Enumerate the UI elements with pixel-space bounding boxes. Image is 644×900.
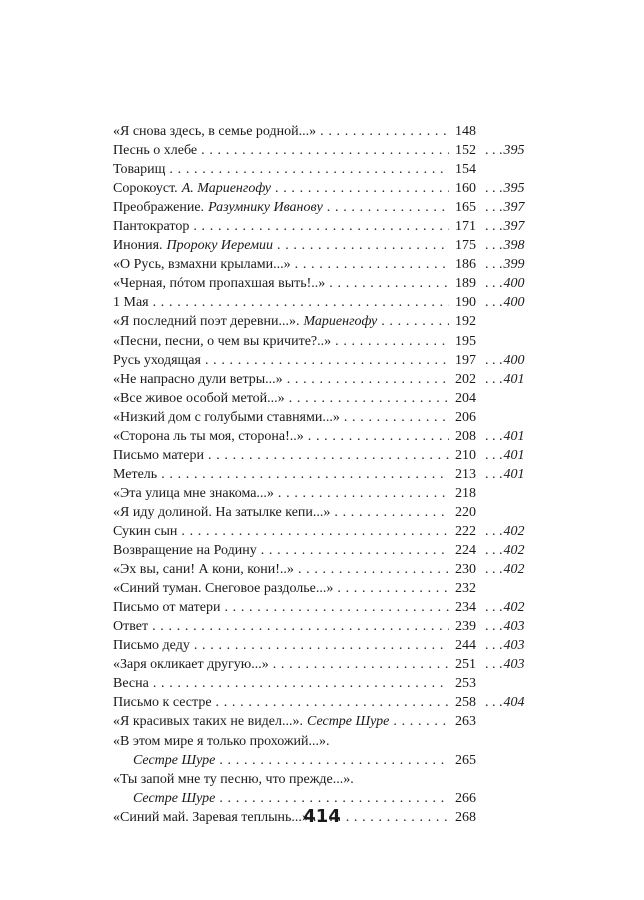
- dot-leader: [269, 655, 449, 674]
- entry-notes-page: . . . 400: [485, 293, 539, 312]
- entry-title-wrap: [113, 636, 449, 655]
- entry-page: 218: [455, 485, 476, 501]
- entry-title-wrap: [113, 751, 449, 770]
- dot-leader: [323, 198, 449, 217]
- entry-title-wrap: [113, 674, 449, 693]
- entry-notes-page: . . . 403: [485, 655, 539, 674]
- dot-leader: [294, 560, 449, 579]
- entry-page: 234: [455, 600, 476, 616]
- entry-title-wrap: [113, 560, 449, 579]
- entry-title-wrap: [113, 693, 449, 712]
- entry-notes-page: [485, 389, 539, 408]
- entry-title-wrap: [113, 503, 449, 522]
- entry-title-wrap: [113, 332, 449, 351]
- dot-leader: [149, 674, 449, 693]
- dot-leader: [215, 789, 449, 808]
- dot-leader: [283, 370, 449, 389]
- entry-title: Русь уходящая: [113, 352, 201, 368]
- dot-leader: [274, 484, 449, 503]
- entry-title-wrap: [113, 598, 449, 617]
- entry-title: «О Русь, взмахни крылами...»: [113, 257, 291, 273]
- dot-leader: [201, 351, 449, 370]
- entry-page: 202: [455, 371, 476, 387]
- entry-notes-page: . . . 395: [485, 179, 539, 198]
- dot-leader: [271, 179, 449, 198]
- entry-title: «Я иду долиной. На затылке кепи...»: [113, 504, 331, 520]
- entry-page: 204: [455, 390, 476, 406]
- entry-title-wrap: [113, 770, 539, 789]
- entry-notes-page: . . . 398: [485, 236, 539, 255]
- entry-title: Весна: [113, 676, 149, 692]
- toc-entry: [113, 655, 539, 674]
- entry-title-wrap: [113, 160, 449, 179]
- dot-leader: [333, 579, 449, 598]
- entry-title: «Эта улица мне знакома...»: [113, 485, 274, 501]
- toc-entry: [113, 389, 539, 408]
- entry-page: 265: [455, 752, 476, 768]
- toc-entry: [113, 712, 539, 731]
- entry-title: «Заря окликает другую...»: [113, 657, 269, 673]
- dot-leader: [316, 122, 449, 141]
- entry-page: 192: [455, 314, 476, 330]
- entry-notes-page: [485, 674, 539, 693]
- entry-title-wrap: [113, 236, 449, 255]
- page-number: 414: [303, 806, 341, 827]
- toc-entry: [113, 541, 539, 560]
- entry-page: 186: [455, 257, 476, 273]
- entry-notes-page: [485, 503, 539, 522]
- toc-entry: [113, 408, 539, 427]
- entry-title: Ответ: [113, 619, 149, 635]
- dot-leader: [215, 751, 449, 770]
- entry-page: 230: [455, 562, 476, 578]
- dot-leader: [197, 141, 449, 160]
- dot-leader: [157, 465, 449, 484]
- entry-title: Песнь о хлебе: [113, 143, 198, 159]
- entry-title: Письмо матери: [113, 447, 204, 463]
- entry-title-wrap: [113, 198, 449, 217]
- entry-notes-page: . . . 401: [485, 427, 539, 446]
- entry-dedication: А. Мариенгофу: [181, 181, 272, 197]
- toc-entry: [113, 255, 539, 274]
- entry-notes-page: . . . 399: [485, 255, 539, 274]
- entry-page: 197: [455, 352, 476, 368]
- entry-title-wrap: [113, 217, 449, 236]
- entry-title-wrap: [113, 465, 449, 484]
- entry-notes-page: . . . 403: [485, 617, 539, 636]
- entry-title: Сорокоуст.: [113, 181, 178, 197]
- toc-entry: [113, 217, 539, 236]
- dot-leader: [190, 636, 449, 655]
- entry-notes-page: . . . 400: [485, 274, 539, 293]
- entry-title-wrap: [113, 389, 449, 408]
- entry-dedication: Сестре Шуре: [133, 752, 216, 768]
- entry-title: «Все живое особой метой...»: [113, 390, 285, 406]
- dot-leader: [285, 389, 449, 408]
- toc-entry: [113, 179, 539, 198]
- entry-notes-page: . . . 402: [485, 598, 539, 617]
- entry-notes-page: [485, 408, 539, 427]
- dot-leader: [220, 598, 449, 617]
- entry-notes-page: . . . 397: [485, 217, 539, 236]
- entry-title: «Не напрасно дули ветры...»: [113, 371, 283, 387]
- dot-leader: [330, 503, 449, 522]
- entry-notes-page: . . . 404: [485, 693, 539, 712]
- entry-page: 244: [455, 638, 476, 654]
- entry-title: Возвращение на Родину: [113, 543, 257, 559]
- entry-title-wrap: [113, 541, 449, 560]
- toc-entry: [113, 789, 539, 808]
- entry-title-wrap: [113, 255, 449, 274]
- entry-title: «Эх вы, сани! А кони, кони!..»: [113, 562, 294, 578]
- toc-entry: [113, 674, 539, 693]
- entry-title: «В этом мире я только прохожий...».: [113, 733, 330, 749]
- entry-title-wrap: [113, 522, 449, 541]
- entry-notes-page: [485, 789, 539, 808]
- dot-leader: [331, 332, 449, 351]
- entry-title-wrap: [113, 370, 449, 389]
- toc-entry: [113, 427, 539, 446]
- entry-page: 263: [455, 714, 476, 730]
- entry-title-wrap: [113, 141, 449, 160]
- entry-title: Преображение.: [113, 200, 205, 216]
- toc-entry: [113, 484, 539, 503]
- entry-notes-page: [485, 579, 539, 598]
- entry-page: 251: [455, 657, 476, 673]
- toc-entry: [113, 332, 539, 351]
- toc-entry: [113, 236, 539, 255]
- toc-entry: [113, 198, 539, 217]
- entry-title-wrap: [113, 732, 539, 751]
- entry-title-wrap: [113, 579, 449, 598]
- entry-notes-page: . . . 402: [485, 522, 539, 541]
- entry-notes-page: [485, 160, 539, 179]
- entry-page: 195: [455, 333, 476, 349]
- entry-title: «Я красивых таких не видел...».: [113, 714, 304, 730]
- entry-title: «Я снова здесь, в семье родной...»: [113, 124, 317, 139]
- entry-page: 213: [455, 466, 476, 482]
- entry-page: 165: [455, 200, 476, 216]
- entry-page: 189: [455, 276, 476, 292]
- entry-page: 239: [455, 619, 476, 635]
- entry-notes-page: . . . 400: [485, 351, 539, 370]
- toc-entry: [113, 598, 539, 617]
- entry-page: 190: [455, 295, 476, 311]
- entry-title: Письмо к сестре: [113, 695, 212, 711]
- entry-title-wrap: [113, 617, 449, 636]
- table-of-contents: [113, 122, 539, 827]
- entry-title-wrap: [113, 351, 449, 370]
- entry-title: «Синий май. Заревая теплынь...»: [113, 809, 309, 825]
- entry-page: 160: [455, 181, 476, 197]
- entry-title: «Я последний поэт деревни...».: [113, 314, 300, 330]
- toc-entry: [113, 160, 539, 179]
- entry-title-wrap: [113, 293, 449, 312]
- entry-page: 253: [455, 676, 476, 692]
- entry-title: Метель: [113, 466, 158, 482]
- entry-page: 210: [455, 447, 476, 463]
- entry-title: Сукин сын: [113, 523, 178, 539]
- entry-page: 152: [455, 143, 476, 159]
- entry-title-wrap: [113, 484, 449, 503]
- entry-notes-page: . . . 402: [485, 541, 539, 560]
- toc-entry: [113, 351, 539, 370]
- entry-title-wrap: [113, 446, 449, 465]
- entry-dedication: Разумнику Иванову: [208, 200, 323, 216]
- entry-title: Товарищ: [113, 162, 166, 178]
- entry-title: Инония.: [113, 238, 163, 254]
- dot-leader: [148, 617, 449, 636]
- toc-entry-line: [113, 770, 539, 789]
- entry-title-wrap: [113, 712, 449, 731]
- entry-page: 222: [455, 523, 476, 539]
- entry-title: «Синий туман. Снеговое раздолье...»: [113, 581, 334, 597]
- entry-page: 208: [455, 428, 476, 444]
- entry-title: «Ты запой мне ту песню, что прежде...».: [113, 771, 354, 787]
- entry-dedication: Пророку Иеремии: [166, 238, 274, 254]
- entry-notes-page: . . . 403: [485, 636, 539, 655]
- entry-title: 1 Мая: [113, 295, 149, 311]
- dot-leader: [257, 541, 449, 560]
- toc-entry-line: [113, 732, 539, 751]
- dot-leader: [377, 312, 449, 331]
- dot-leader: [177, 522, 449, 541]
- entry-page: 220: [455, 504, 476, 520]
- entry-notes-page: . . . 397: [485, 198, 539, 217]
- dot-leader: [389, 712, 449, 731]
- dot-leader: [212, 693, 449, 712]
- entry-dedication: Сестре Шуре: [307, 714, 390, 730]
- entry-page: 258: [455, 695, 476, 711]
- entry-title-wrap: [113, 122, 449, 141]
- toc-entry: [113, 560, 539, 579]
- entry-title: «Черная, пóтом пропахшая выть!..»: [113, 276, 326, 292]
- entry-page: 206: [455, 409, 476, 425]
- entry-title: «Низкий дом с голубыми ставнями...»: [113, 409, 340, 425]
- toc-entry: [113, 693, 539, 712]
- dot-leader: [189, 217, 449, 236]
- toc-entry: [113, 274, 539, 293]
- entry-title: «Песни, песни, о чем вы кричите?..»: [113, 333, 332, 349]
- entry-page: 232: [455, 581, 476, 597]
- entry-title: Письмо деду: [113, 638, 190, 654]
- toc-entry: [113, 751, 539, 770]
- entry-notes-page: [485, 312, 539, 331]
- entry-page: 224: [455, 543, 476, 559]
- dot-leader: [204, 446, 449, 465]
- entry-title-wrap: [113, 408, 449, 427]
- toc-entry: [113, 312, 539, 331]
- toc-entry: [113, 503, 539, 522]
- entry-title-wrap: [113, 789, 449, 808]
- entry-title-wrap: [113, 312, 449, 331]
- entry-page: 266: [455, 790, 476, 806]
- toc-entry: [113, 465, 539, 484]
- entry-title: Письмо от матери: [113, 600, 221, 616]
- dot-leader: [273, 236, 449, 255]
- entry-notes-page: . . . 401: [485, 370, 539, 389]
- toc-entry: [113, 141, 539, 160]
- toc-entry: [113, 293, 539, 312]
- entry-page: 268: [455, 809, 476, 825]
- entry-notes-page: . . . 401: [485, 446, 539, 465]
- entry-page: 148: [455, 124, 476, 139]
- entry-page: 171: [455, 219, 476, 235]
- entry-page: 175: [455, 238, 476, 254]
- dot-leader: [149, 293, 449, 312]
- entry-title: «Сторона ль ты моя, сторона!..»: [113, 428, 304, 444]
- toc-entry: [113, 636, 539, 655]
- dot-leader: [291, 255, 449, 274]
- toc-entry: [113, 446, 539, 465]
- entry-title: Пантократор: [113, 219, 190, 235]
- entry-notes-page: [485, 122, 539, 141]
- entry-title-wrap: [113, 274, 449, 293]
- entry-notes-page: . . . 401: [485, 465, 539, 484]
- dot-leader: [325, 274, 449, 293]
- dot-leader: [340, 408, 449, 427]
- entry-notes-page: [485, 712, 539, 731]
- toc-entry: [113, 522, 539, 541]
- entry-title-wrap: [113, 655, 449, 674]
- entry-title-wrap: [113, 179, 449, 198]
- dot-leader: [165, 160, 449, 179]
- toc-entry: [113, 579, 539, 598]
- toc-entry: [113, 122, 539, 141]
- entry-notes-page: [485, 751, 539, 770]
- entry-dedication: Мариенгофу: [303, 314, 378, 330]
- entry-notes-page: . . . 395: [485, 141, 539, 160]
- entry-notes-page: [485, 484, 539, 503]
- entry-title-wrap: [113, 427, 449, 446]
- entry-dedication: Сестре Шуре: [133, 790, 216, 806]
- toc-entry: [113, 617, 539, 636]
- entry-page: 154: [455, 162, 476, 178]
- dot-leader: [304, 427, 449, 446]
- entry-notes-page: [485, 332, 539, 351]
- entry-notes-page: . . . 402: [485, 560, 539, 579]
- toc-entry: [113, 370, 539, 389]
